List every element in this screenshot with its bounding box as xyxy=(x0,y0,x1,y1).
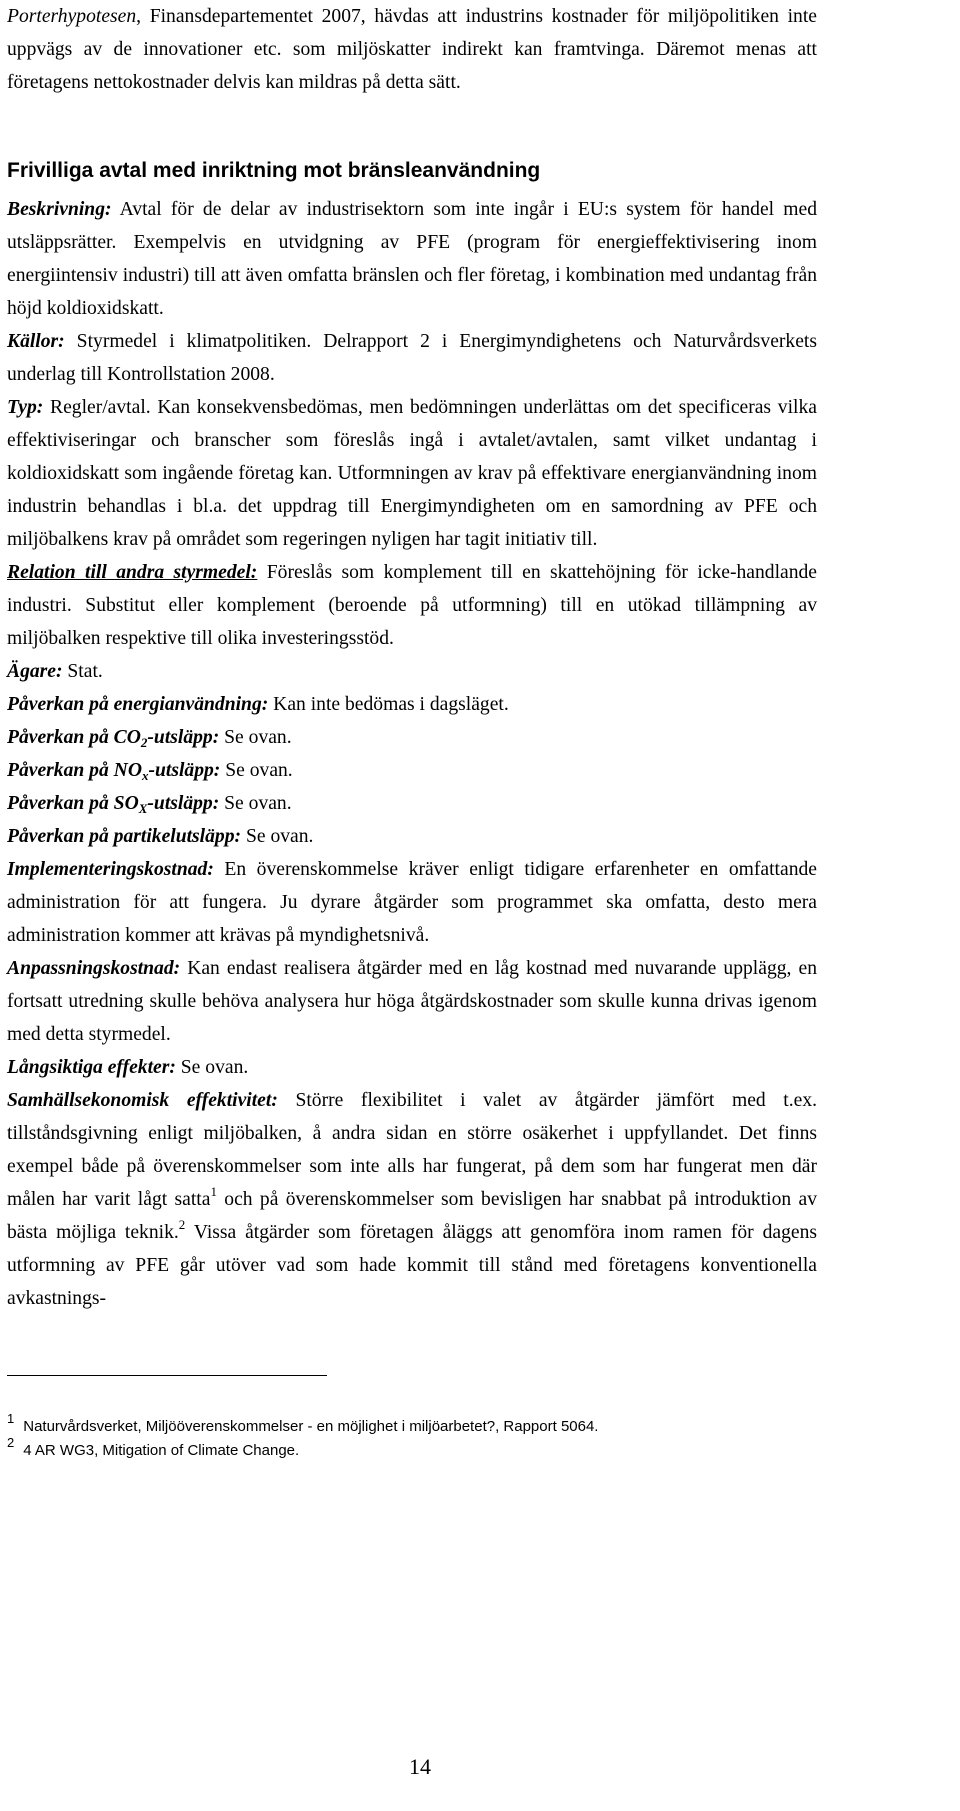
section-body xyxy=(7,193,817,1315)
sox-label-a: Påverkan på SO xyxy=(7,793,139,814)
nox-label xyxy=(7,760,220,781)
sox-text: Se ovan. xyxy=(219,793,292,814)
beskrivning-label: Beskrivning: xyxy=(7,199,112,220)
kallor-paragraph xyxy=(7,325,817,391)
langsiktiga-label: Långsiktiga effekter: xyxy=(7,1057,176,1078)
co2-text: Se ovan. xyxy=(219,727,292,748)
footnote-2 xyxy=(7,1435,827,1461)
implementering-label: Implementeringskostnad: xyxy=(7,859,214,880)
anpassning-text: Kan endast realisera åtgärder med en låg kostnad med nuvarande upplägg, en fortsatt utredning skulle behöva analysera hur höga åtgärdskostnader som skulle kunna drivas igenom med detta styrmedel. xyxy=(7,958,817,1045)
anpassning-paragraph xyxy=(7,952,817,1051)
typ-paragraph xyxy=(7,391,817,556)
co2-label-a: Påverkan på CO xyxy=(7,727,141,748)
footnote-ref-1[interactable]: 1 xyxy=(210,1184,217,1199)
nox-subscript: x xyxy=(141,768,149,783)
co2-label xyxy=(7,727,219,748)
partikel-text: Se ovan. xyxy=(241,826,314,847)
samhall-text-a: Större flexibilitet i valet av åtgärder jämfört med t.ex. tillståndsgivning enligt miljöbalken, å andra sidan en större osäkerhet i uppfyllandet. Det finns exempel både på överenskommelser som inte alls har fungerat, på dem som har fungerat men där målen har varit lågt satta xyxy=(7,1090,818,1210)
footnote-1-marker: 1 xyxy=(7,1411,15,1426)
implementering-paragraph xyxy=(7,853,817,952)
implementering-text: En överenskommelse kräver enligt tidigare erfarenheter en omfattande administration för att fungera. Ju dyrare åtgärder som programmet ska omfatta, desto mera administration kommer att krävas på myndighetsnivå. xyxy=(7,859,817,946)
footnote-1-text: Naturvårdsverket, Miljööverenskommelser - en möjlighet i miljöarbetet?, Rapport 5064. xyxy=(23,1418,599,1435)
samhall-text-b: och på överenskommelser som bevisligen har snabbat på introduktion av bästa möjliga teknik. xyxy=(7,1189,818,1243)
relation-paragraph xyxy=(7,556,817,655)
sox-label xyxy=(7,793,219,814)
co2-label-b: -utsläpp: xyxy=(147,727,220,748)
samhall-label: Samhällsekonomisk effektivitet: xyxy=(7,1090,278,1111)
nox-paragraph xyxy=(7,754,817,787)
page-number: 14 xyxy=(409,1754,431,1779)
beskrivning-text: Avtal för de delar av industrisektorn som inte ingår i EU:s system för handel med utsläppsrätter. Exempelvis en utvidgning av PFE (program för energieffektivisering inom energiintensiv industri) till att även omfatta bränslen och fler företag, i kombination med undantag från höjd koldioxidskatt. xyxy=(7,199,817,319)
typ-label: Typ: xyxy=(7,397,44,418)
footnote-2-marker: 2 xyxy=(7,1435,15,1450)
anpassning-label: Anpassningskostnad: xyxy=(7,958,181,979)
agare-label: Ägare: xyxy=(7,661,63,682)
relation-label: Relation till andra styrmedel: xyxy=(7,562,258,583)
langsiktiga-text: Se ovan. xyxy=(175,1057,249,1078)
kallor-text: Styrmedel i klimatpolitiken. Delrapport 2 i Energimyndighetens och Naturvårdsverkets underlag till Kontrollstation 2008. xyxy=(7,331,817,385)
sox-subscript: X xyxy=(138,801,148,816)
agare-text: Stat. xyxy=(62,661,103,682)
sox-paragraph xyxy=(7,787,817,820)
energi-paragraph xyxy=(7,688,817,721)
samhall-text-c: Vissa åtgärder som företagen åläggs att genomföra inom ramen för dagens utformning av PFE går utöver vad som hade kommit till stånd med företagens konventionella avkastnings- xyxy=(7,1222,817,1309)
intro-paragraph xyxy=(7,0,817,99)
footnote-ref-2[interactable]: 2 xyxy=(178,1217,186,1232)
intro-text: , Finansdepartementet 2007, hävdas att industrins kostnader för miljöpolitiken inte uppvägs av de innovationer etc. som miljöskatter indirekt kan framtvinga. Däremot menas att företagens nettokostnader delvis kan mildras på detta sätt. xyxy=(7,6,817,93)
nox-label-a: Påverkan på NO xyxy=(7,760,142,781)
partikel-paragraph xyxy=(7,820,817,853)
energi-label: Påverkan på energianvändning: xyxy=(7,694,269,715)
nox-label-b: -utsläpp: xyxy=(148,760,221,781)
relation-text: Föreslås som komplement till en skattehöjning för icke-handlande industri. Substitut eller komplement (beroende på utformning) till en utökad tillämpning av miljöbalken respektive till olika investeringsstöd. xyxy=(7,562,817,649)
energi-text: Kan inte bedömas i dagsläget. xyxy=(268,694,509,715)
footnote-2-text: 4 AR WG3, Mitigation of Climate Change. xyxy=(23,1442,300,1459)
kallor-label: Källor: xyxy=(7,331,65,352)
section-heading: Frivilliga avtal med inriktning mot bränsleanvändning xyxy=(7,159,541,182)
samhall-paragraph xyxy=(7,1084,817,1315)
typ-text: Regler/avtal. Kan konsekvensbedömas, men bedömningen underlättas om det specificeras vilka effektiviseringar och branscher som föreslås ingå i avtalet/avtalen, samt vilket undantag i koldioxidskatt som ingående företag kan. Utformningen av krav på effektivare energianvändning inom industrin behandlas i bl.a. det uppdrag till Energimyndigheten om en samordning av PFE och miljöbalkens krav på området som regeringen nyligen har tagit initiativ till. xyxy=(7,397,817,550)
co2-paragraph xyxy=(7,721,817,754)
langsiktiga-paragraph xyxy=(7,1051,817,1084)
nox-text: Se ovan. xyxy=(220,760,293,781)
sox-label-b: -utsläpp: xyxy=(147,793,220,814)
footnote-divider xyxy=(7,1375,327,1376)
footnote-1 xyxy=(7,1411,827,1437)
intro-italic: Porterhypotesen xyxy=(7,6,137,27)
agare-paragraph xyxy=(7,655,817,688)
beskrivning-paragraph xyxy=(7,193,817,325)
partikel-label: Påverkan på partikelutsläpp: xyxy=(7,826,242,847)
co2-subscript: 2 xyxy=(140,735,148,750)
